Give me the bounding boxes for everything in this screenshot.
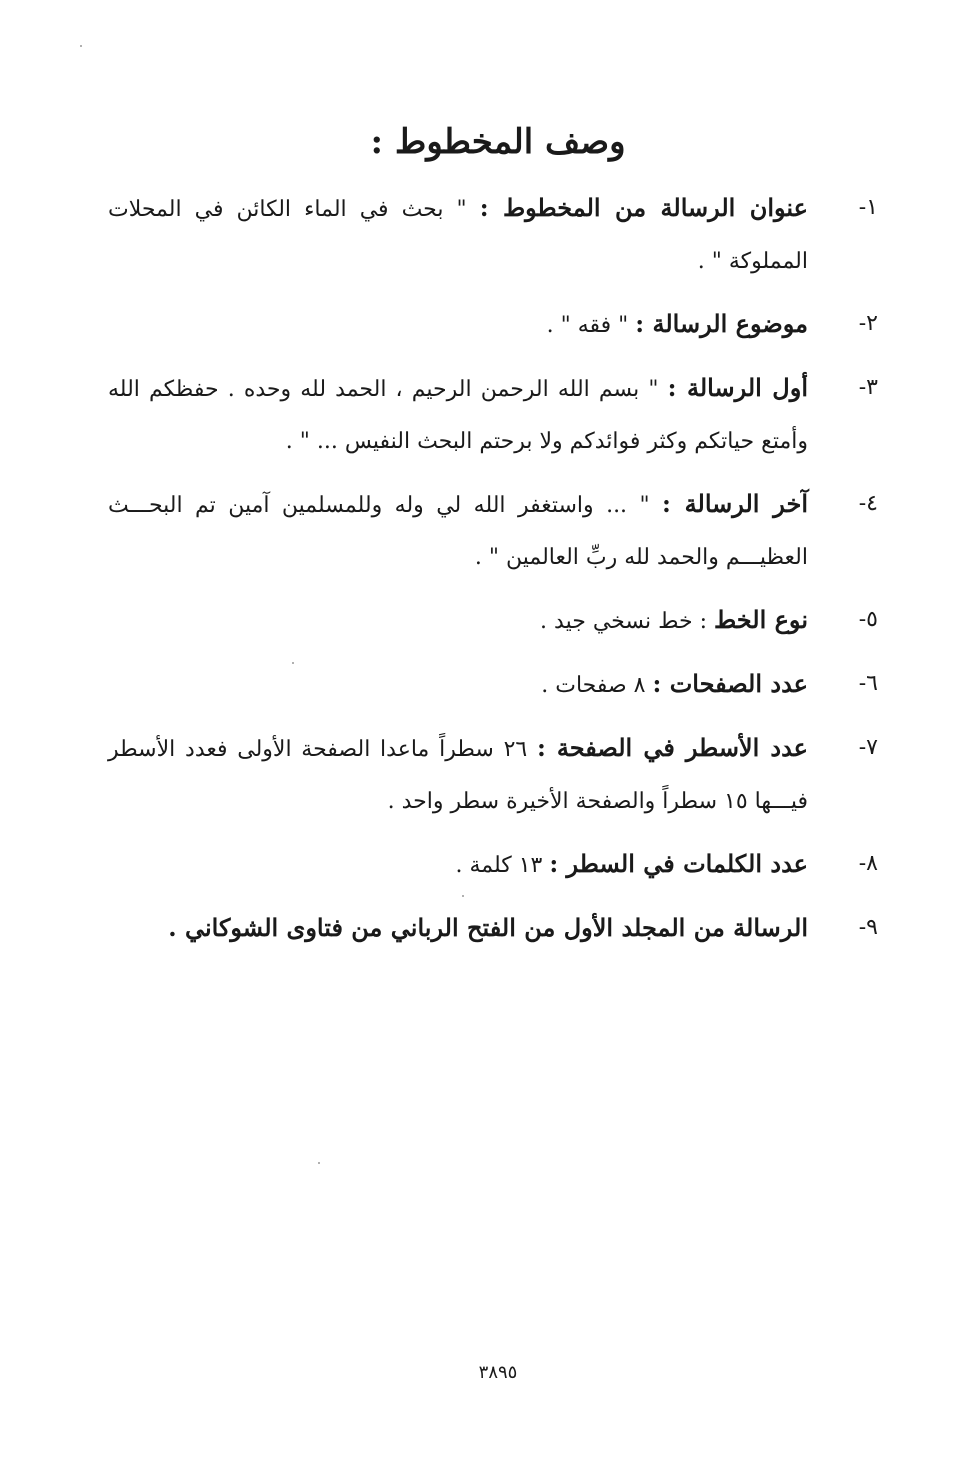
item-number: ٩- (858, 915, 878, 940)
item-number: ٢- (858, 311, 878, 336)
item-body (108, 478, 808, 584)
item-text: " بسم الله الرحمن الرحيم ، الحمد لله وحده . حفظكم الله وأمتع حياتكم وكثر فوائدكم ولا برحتم البحث النفيس ... " . (108, 377, 808, 454)
page-number: ٣٨٩٥ (478, 1362, 518, 1383)
list-item (108, 658, 878, 712)
item-number: ٣- (858, 375, 878, 400)
scan-speck (292, 662, 294, 664)
item-body (108, 658, 808, 712)
item-number: ٧- (858, 735, 878, 760)
scan-speck (462, 895, 464, 897)
list-item (108, 902, 878, 956)
item-label: عنوان الرسالة من المخطوط : (479, 193, 808, 222)
item-body (108, 594, 808, 648)
section-title: وصف المخطوط : (370, 122, 626, 162)
item-number: ٤- (858, 491, 878, 516)
item-label: موضوع الرسالة : (635, 309, 808, 338)
item-text: ١٣ كلمة . (455, 853, 550, 878)
item-label: نوع الخط (713, 605, 808, 634)
item-text: " فقه " . (546, 313, 636, 338)
item-label: أول الرسالة : (667, 373, 809, 402)
item-number: ٥- (858, 607, 878, 632)
item-label: آخر الرسالة : (662, 489, 809, 518)
scan-speck (80, 45, 82, 47)
scan-speck (318, 1162, 320, 1164)
list-item (108, 362, 878, 468)
item-text: : خط نسخي جيد . (540, 609, 714, 634)
item-body (108, 838, 808, 892)
list-item (108, 722, 878, 828)
item-label: عدد الأسطر في الصفحة : (536, 733, 808, 762)
item-number: ٨- (858, 851, 878, 876)
item-label: عدد الكلمات في السطر : (549, 849, 808, 878)
item-label: عدد الصفحات : (652, 669, 808, 698)
item-number: ١- (858, 195, 878, 220)
list-item (108, 478, 878, 584)
item-label: الرسالة من المجلد الأول من الفتح الرباني من فتاوى الشوكاني . (168, 913, 808, 942)
list-item (108, 838, 878, 892)
item-body (108, 902, 808, 956)
item-text: " بحث في الماء الكائن في المحلات المملوكة " . (108, 197, 808, 274)
list-item (108, 182, 878, 288)
description-list (108, 182, 878, 966)
list-item (108, 594, 878, 648)
item-body (108, 722, 808, 828)
item-body (108, 362, 808, 468)
item-body (108, 182, 808, 288)
item-text: " ... واستغفر الله لي وله وللمسلمين آمين تم البحـــث العظيـــم والحمد لله ربِّ العالمين " . (108, 493, 808, 570)
list-item (108, 298, 878, 352)
item-text: ٢٦ سطراً ماعدا الصفحة الأولى فعدد الأسطر فيـــها ١٥ سطراً والصفحة الأخيرة سطر واحد . (108, 737, 808, 814)
item-text: ٨ صفحات . (541, 673, 653, 698)
item-body (108, 298, 808, 352)
item-number: ٦- (858, 671, 878, 696)
